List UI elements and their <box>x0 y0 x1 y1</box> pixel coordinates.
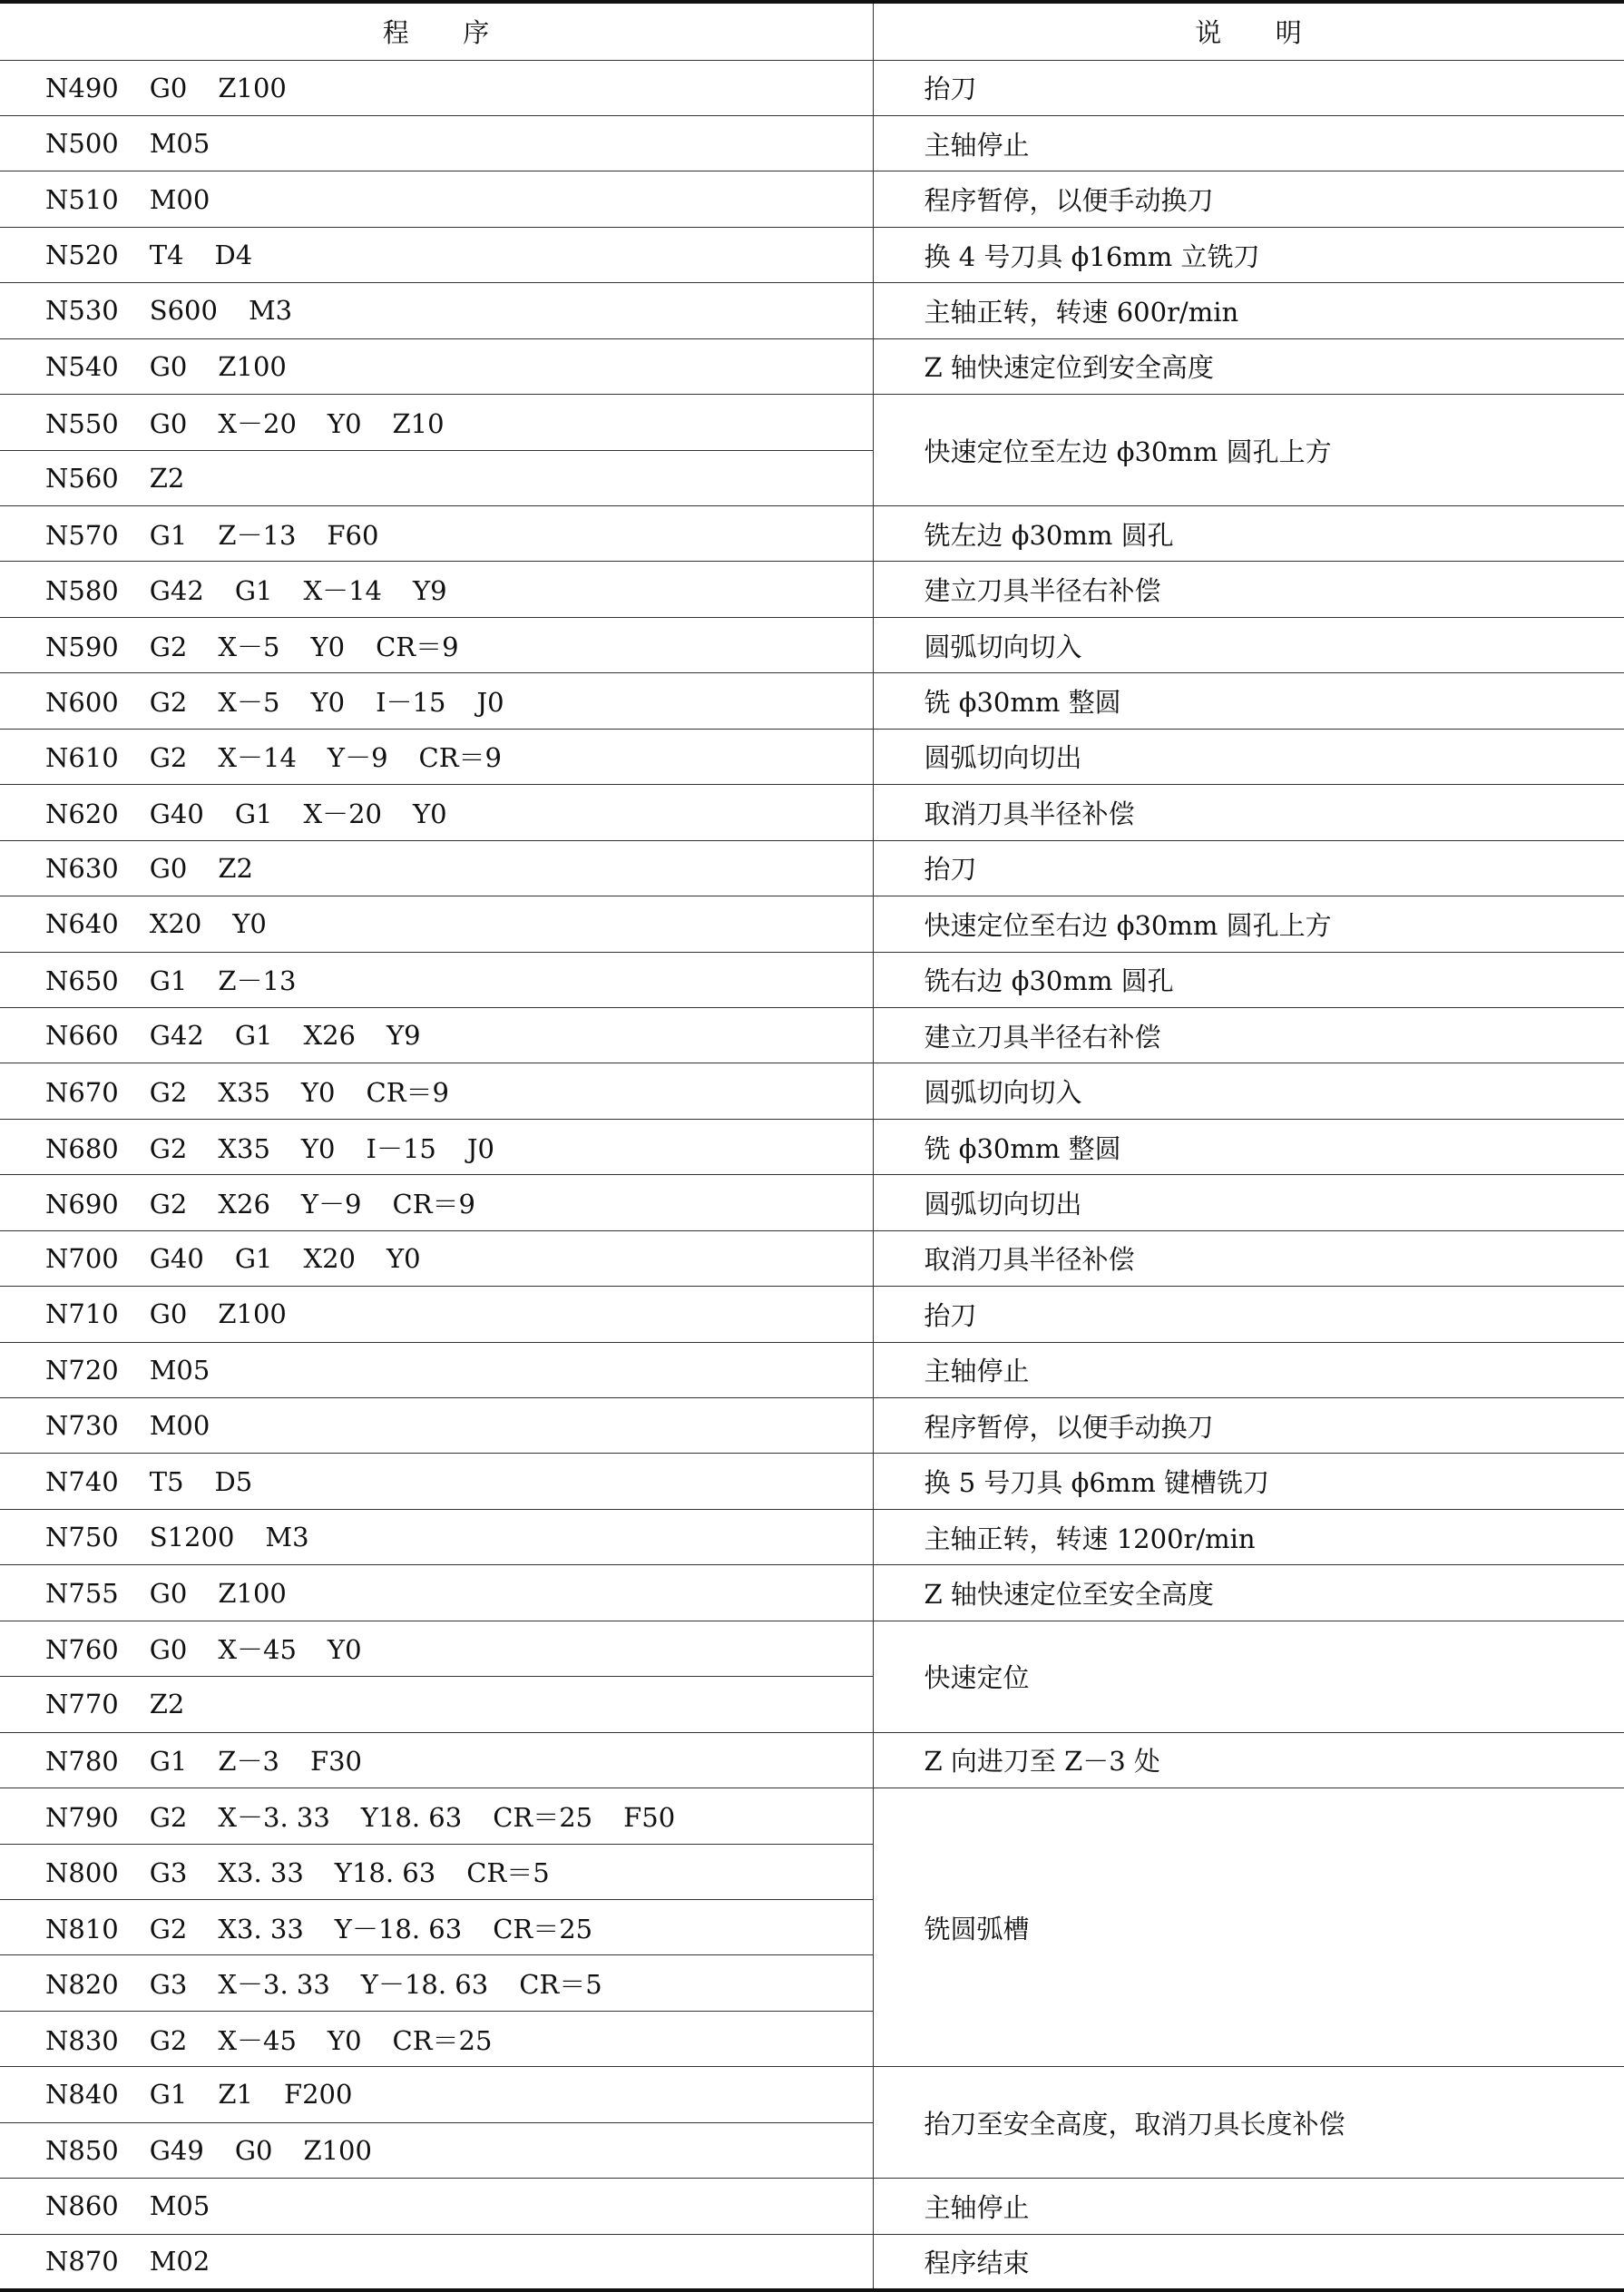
program-cell <box>0 1119 873 1174</box>
program-word: M05 <box>149 1354 210 1386</box>
program-word: Y0 <box>310 687 346 719</box>
program-cell <box>0 171 873 227</box>
program-cell <box>0 1899 873 1954</box>
program-word: S1200 <box>149 1522 235 1553</box>
program-word: G42 <box>149 1020 204 1052</box>
table-row <box>0 785 1624 840</box>
block-number: N610 <box>45 742 119 774</box>
table-row <box>0 1007 1624 1063</box>
program-word: CR＝9 <box>376 631 459 662</box>
block-number: N680 <box>45 1132 119 1164</box>
table-row <box>0 1230 1624 1286</box>
description-cell: 程序暂停，以便手动换刀 <box>873 1398 1624 1454</box>
block-number: N830 <box>45 2024 119 2056</box>
table-row <box>0 673 1624 729</box>
block-number: N740 <box>45 1465 119 1497</box>
program-word: X－20 <box>218 407 297 439</box>
program-word: CR＝9 <box>392 1188 475 1219</box>
program-word: Z100 <box>218 1577 287 1609</box>
program-word: G0 <box>149 72 188 103</box>
program-cell <box>0 617 873 672</box>
table-row <box>0 1398 1624 1454</box>
program-word: X－14 <box>303 575 382 607</box>
block-number: N660 <box>45 1020 119 1052</box>
program-word: J0 <box>476 687 504 719</box>
table-row <box>0 729 1624 784</box>
program-word: Z2 <box>218 852 253 884</box>
program-word: CR＝9 <box>366 1077 449 1109</box>
program-cell <box>0 1230 873 1286</box>
program-word: X26 <box>218 1188 270 1219</box>
program-cell <box>0 1287 873 1342</box>
table-row <box>0 1287 1624 1342</box>
program-cell <box>0 1342 873 1397</box>
program-word: G1 <box>149 519 188 551</box>
program-cell <box>0 2122 873 2178</box>
program-cell <box>0 1454 873 1509</box>
description-cell: 换 5 号刀具 ϕ6mm 键槽铣刀 <box>873 1454 1624 1509</box>
block-number: N770 <box>45 1689 119 1720</box>
program-word: G2 <box>149 1913 188 1944</box>
program-word: D5 <box>214 1465 253 1497</box>
table-row <box>0 1509 1624 1564</box>
program-word: X－5 <box>218 631 280 662</box>
program-cell <box>0 1621 873 1676</box>
program-word: Z10 <box>392 407 445 439</box>
program-word: G1 <box>234 1242 273 1274</box>
program-word: X26 <box>303 1020 356 1052</box>
program-word: X3. 33 <box>218 1857 304 1889</box>
program-word: G40 <box>149 1242 204 1274</box>
description-cell: 快速定位 <box>873 1621 1624 1732</box>
program-word: Y18. 63 <box>360 1801 463 1833</box>
table-row <box>0 952 1624 1007</box>
program-word: X－14 <box>218 742 297 774</box>
table-row <box>0 1342 1624 1397</box>
description-cell: 建立刀具半径右补偿 <box>873 562 1624 617</box>
block-number: N860 <box>45 2190 119 2222</box>
block-number: N810 <box>45 1913 119 1944</box>
block-number: N540 <box>45 350 119 382</box>
block-number: N670 <box>45 1077 119 1109</box>
table-row <box>0 395 1624 450</box>
table-row <box>0 1063 1624 1119</box>
program-word: G0 <box>149 852 188 884</box>
program-word: M05 <box>149 128 210 160</box>
program-word: Z－13 <box>218 519 297 551</box>
program-word: X20 <box>303 1242 356 1274</box>
description-cell: 快速定位至左边 ϕ30mm 圆孔上方 <box>873 395 1624 506</box>
description-cell: 铣右边 ϕ30mm 圆孔 <box>873 952 1624 1007</box>
program-cell <box>0 1398 873 1454</box>
program-word: Z－3 <box>218 1746 279 1778</box>
program-word: G0 <box>149 1634 188 1666</box>
description-cell: 抬刀 <box>873 840 1624 896</box>
program-word: X3. 33 <box>218 1913 304 1944</box>
program-word: X35 <box>218 1132 270 1164</box>
program-word: G2 <box>149 1077 188 1109</box>
program-word: Z100 <box>303 2134 372 2166</box>
program-word: G42 <box>149 575 204 607</box>
program-word: CR＝9 <box>418 742 503 774</box>
block-number: N690 <box>45 1188 119 1219</box>
header-program: 程 序 <box>0 2 873 60</box>
program-word: Y－18. 63 <box>360 1969 489 2001</box>
block-number: N590 <box>45 631 119 662</box>
program-word: G49 <box>149 2134 204 2166</box>
program-word: X－3. 33 <box>218 1801 330 1833</box>
description-cell: 建立刀具半径右补偿 <box>873 1007 1624 1063</box>
program-word: G2 <box>149 687 188 719</box>
program-word: M00 <box>149 183 210 215</box>
block-number: N800 <box>45 1857 119 1889</box>
table-row <box>0 1565 1624 1621</box>
program-cell <box>0 1175 873 1230</box>
table-row <box>0 1732 1624 1788</box>
description-cell: 铣圆弧槽 <box>873 1788 1624 2067</box>
program-cell <box>0 1677 873 1732</box>
description-cell: 圆弧切向切入 <box>873 1063 1624 1119</box>
program-cell <box>0 1844 873 1899</box>
program-cell <box>0 1007 873 1063</box>
description-cell: Z 轴快速定位到安全高度 <box>873 338 1624 394</box>
program-cell <box>0 840 873 896</box>
program-word: X－45 <box>218 1634 297 1666</box>
program-word: M3 <box>265 1522 309 1553</box>
header-row <box>0 2 1624 60</box>
block-number: N560 <box>45 462 119 494</box>
program-word: M00 <box>149 1410 210 1442</box>
program-cell <box>0 2067 873 2122</box>
program-word: G1 <box>149 2079 188 2111</box>
program-word: CR＝5 <box>519 1969 602 2001</box>
block-number: N730 <box>45 1410 119 1442</box>
program-word: Y9 <box>386 1020 421 1052</box>
block-number: N530 <box>45 295 119 327</box>
program-word: CR＝25 <box>493 1913 593 1944</box>
program-word: Y－18. 63 <box>334 1913 463 1944</box>
table-row <box>0 562 1624 617</box>
program-cell <box>0 283 873 338</box>
program-word: G2 <box>149 1132 188 1164</box>
program-word: G1 <box>149 965 188 997</box>
table-row <box>0 115 1624 171</box>
program-word: Z－13 <box>218 965 297 997</box>
block-number: N700 <box>45 1242 119 1274</box>
table-row <box>0 506 1624 562</box>
block-number: N550 <box>45 407 119 439</box>
table-row <box>0 1788 1624 1844</box>
program-cell <box>0 1063 873 1119</box>
program-word: T5 <box>149 1465 184 1497</box>
table-row <box>0 1175 1624 1230</box>
program-cell <box>0 1788 873 1844</box>
program-cell <box>0 60 873 115</box>
program-word: T4 <box>149 240 184 271</box>
program-word: F200 <box>283 2079 353 2111</box>
description-cell: 圆弧切向切出 <box>873 1175 1624 1230</box>
block-number: N820 <box>45 1969 119 2001</box>
table-row <box>0 227 1624 282</box>
block-number: N640 <box>45 908 119 940</box>
block-number: N760 <box>45 1634 119 1666</box>
description-cell: 主轴停止 <box>873 115 1624 171</box>
program-word: Y0 <box>327 407 362 439</box>
description-cell: 主轴停止 <box>873 2179 1624 2234</box>
block-number: N580 <box>45 575 119 607</box>
block-number: N870 <box>45 2246 119 2277</box>
program-cell <box>0 338 873 394</box>
table-row <box>0 2179 1624 2234</box>
program-cell <box>0 1565 873 1621</box>
table-row <box>0 896 1624 952</box>
table-row <box>0 171 1624 227</box>
table-row <box>0 1454 1624 1509</box>
program-cell <box>0 2234 873 2290</box>
program-word: CR＝25 <box>493 1801 593 1833</box>
program-word: X35 <box>218 1077 270 1109</box>
program-word: Y0 <box>327 2024 362 2056</box>
program-word: I－15 <box>376 687 446 719</box>
program-cell <box>0 952 873 1007</box>
program-word: J0 <box>466 1132 494 1164</box>
table-row <box>0 338 1624 394</box>
description-cell: 取消刀具半径补偿 <box>873 785 1624 840</box>
description-cell: 取消刀具半径补偿 <box>873 1230 1624 1286</box>
program-word: I－15 <box>366 1132 436 1164</box>
block-number: N755 <box>45 1577 119 1609</box>
program-cell <box>0 1509 873 1564</box>
program-word: M05 <box>149 2190 210 2222</box>
table-row <box>0 2234 1624 2290</box>
program-word: F50 <box>623 1801 676 1833</box>
block-number: N620 <box>45 798 119 829</box>
program-word: G2 <box>149 1188 188 1219</box>
program-cell <box>0 2011 873 2066</box>
table-row <box>0 2067 1624 2122</box>
program-cell <box>0 227 873 282</box>
block-number: N570 <box>45 519 119 551</box>
program-word: G1 <box>234 575 273 607</box>
program-word: G0 <box>234 2134 273 2166</box>
program-cell <box>0 2179 873 2234</box>
table-row <box>0 283 1624 338</box>
program-word: Y0 <box>300 1132 336 1164</box>
program-word: Z100 <box>218 1298 287 1330</box>
program-word: CR＝5 <box>466 1857 550 1889</box>
description-cell: Z 向进刀至 Z－3 处 <box>873 1732 1624 1788</box>
program-word: G2 <box>149 1801 188 1833</box>
program-word: Y0 <box>310 631 346 662</box>
program-cell <box>0 506 873 562</box>
description-cell: 主轴停止 <box>873 1342 1624 1397</box>
description-cell: 换 4 号刀具 ϕ16mm 立铣刀 <box>873 227 1624 282</box>
description-cell: 抬刀至安全高度，取消刀具长度补偿 <box>873 2067 1624 2179</box>
program-word: G3 <box>149 1857 188 1889</box>
table-body <box>0 60 1624 2290</box>
program-word: F30 <box>309 1746 362 1778</box>
program-word: G40 <box>149 798 204 829</box>
program-word: G1 <box>234 798 273 829</box>
block-number: N780 <box>45 1746 119 1778</box>
header-description: 说 明 <box>873 2 1624 60</box>
block-number: N520 <box>45 240 119 271</box>
program-cell <box>0 562 873 617</box>
description-cell: 抬刀 <box>873 1287 1624 1342</box>
program-word: F60 <box>327 519 379 551</box>
program-word: Z100 <box>218 350 287 382</box>
program-cell <box>0 1732 873 1788</box>
program-word: Z2 <box>149 462 185 494</box>
description-cell: 程序结束 <box>873 2234 1624 2290</box>
table-row <box>0 1621 1624 1676</box>
program-word: G2 <box>149 742 188 774</box>
program-word: X－20 <box>303 798 382 829</box>
program-word: X－3. 33 <box>218 1969 330 2001</box>
program-word: X20 <box>149 908 202 940</box>
program-cell <box>0 729 873 784</box>
description-cell: 主轴正转，转速 1200r/min <box>873 1509 1624 1564</box>
description-cell: 铣 ϕ30mm 整圆 <box>873 1119 1624 1174</box>
block-number: N510 <box>45 183 119 215</box>
program-word: Y18. 63 <box>334 1857 436 1889</box>
description-cell: 快速定位至右边 ϕ30mm 圆孔上方 <box>873 896 1624 952</box>
program-word: Y9 <box>413 575 447 607</box>
block-number: N840 <box>45 2079 119 2111</box>
description-cell: 抬刀 <box>873 60 1624 115</box>
block-number: N710 <box>45 1298 119 1330</box>
block-number: N600 <box>45 687 119 719</box>
program-word: D4 <box>214 240 253 271</box>
program-word: G2 <box>149 631 188 662</box>
table-row <box>0 617 1624 672</box>
program-word: Z1 <box>218 2079 253 2111</box>
program-word: Z100 <box>218 72 287 103</box>
block-number: N790 <box>45 1801 119 1833</box>
program-word: M02 <box>149 2246 210 2277</box>
program-word: Y0 <box>386 1242 421 1274</box>
program-cell <box>0 395 873 450</box>
program-cell <box>0 673 873 729</box>
description-cell: 主轴正转，转速 600r/min <box>873 283 1624 338</box>
program-word: M3 <box>248 295 293 327</box>
description-cell: 铣左边 ϕ30mm 圆孔 <box>873 506 1624 562</box>
program-word: Y0 <box>232 908 267 940</box>
program-cell <box>0 785 873 840</box>
description-cell: 圆弧切向切入 <box>873 617 1624 672</box>
description-cell: 铣 ϕ30mm 整圆 <box>873 673 1624 729</box>
program-word: Y0 <box>327 1634 362 1666</box>
program-word: Y0 <box>413 798 447 829</box>
program-cell <box>0 115 873 171</box>
block-number: N490 <box>45 72 119 103</box>
program-word: G0 <box>149 1298 188 1330</box>
block-number: N500 <box>45 128 119 160</box>
program-word: CR＝25 <box>392 2024 493 2056</box>
description-cell: 程序暂停，以便手动换刀 <box>873 171 1624 227</box>
program-word: G2 <box>149 2024 188 2056</box>
description-cell: Z 轴快速定位至安全高度 <box>873 1565 1624 1621</box>
table-row <box>0 1119 1624 1174</box>
program-word: G3 <box>149 1969 188 2001</box>
program-cell <box>0 1955 873 2011</box>
program-word: G1 <box>149 1746 188 1778</box>
program-word: Y0 <box>300 1077 336 1109</box>
program-word: Y－9 <box>327 742 388 774</box>
program-cell <box>0 450 873 505</box>
program-word: Z2 <box>149 1689 185 1720</box>
program-word: S600 <box>149 295 218 327</box>
table-row <box>0 60 1624 115</box>
program-cell <box>0 896 873 952</box>
program-word: Y－9 <box>300 1188 362 1219</box>
block-number: N720 <box>45 1354 119 1386</box>
program-word: X－45 <box>218 2024 297 2056</box>
program-word: G1 <box>234 1020 273 1052</box>
block-number: N750 <box>45 1522 119 1553</box>
program-word: G0 <box>149 407 188 439</box>
block-number: N630 <box>45 852 119 884</box>
description-cell: 圆弧切向切出 <box>873 729 1624 784</box>
table-row <box>0 840 1624 896</box>
program-word: X－5 <box>218 687 280 719</box>
block-number: N650 <box>45 965 119 997</box>
block-number: N850 <box>45 2134 119 2166</box>
program-word: G0 <box>149 1577 188 1609</box>
program-word: G0 <box>149 350 188 382</box>
